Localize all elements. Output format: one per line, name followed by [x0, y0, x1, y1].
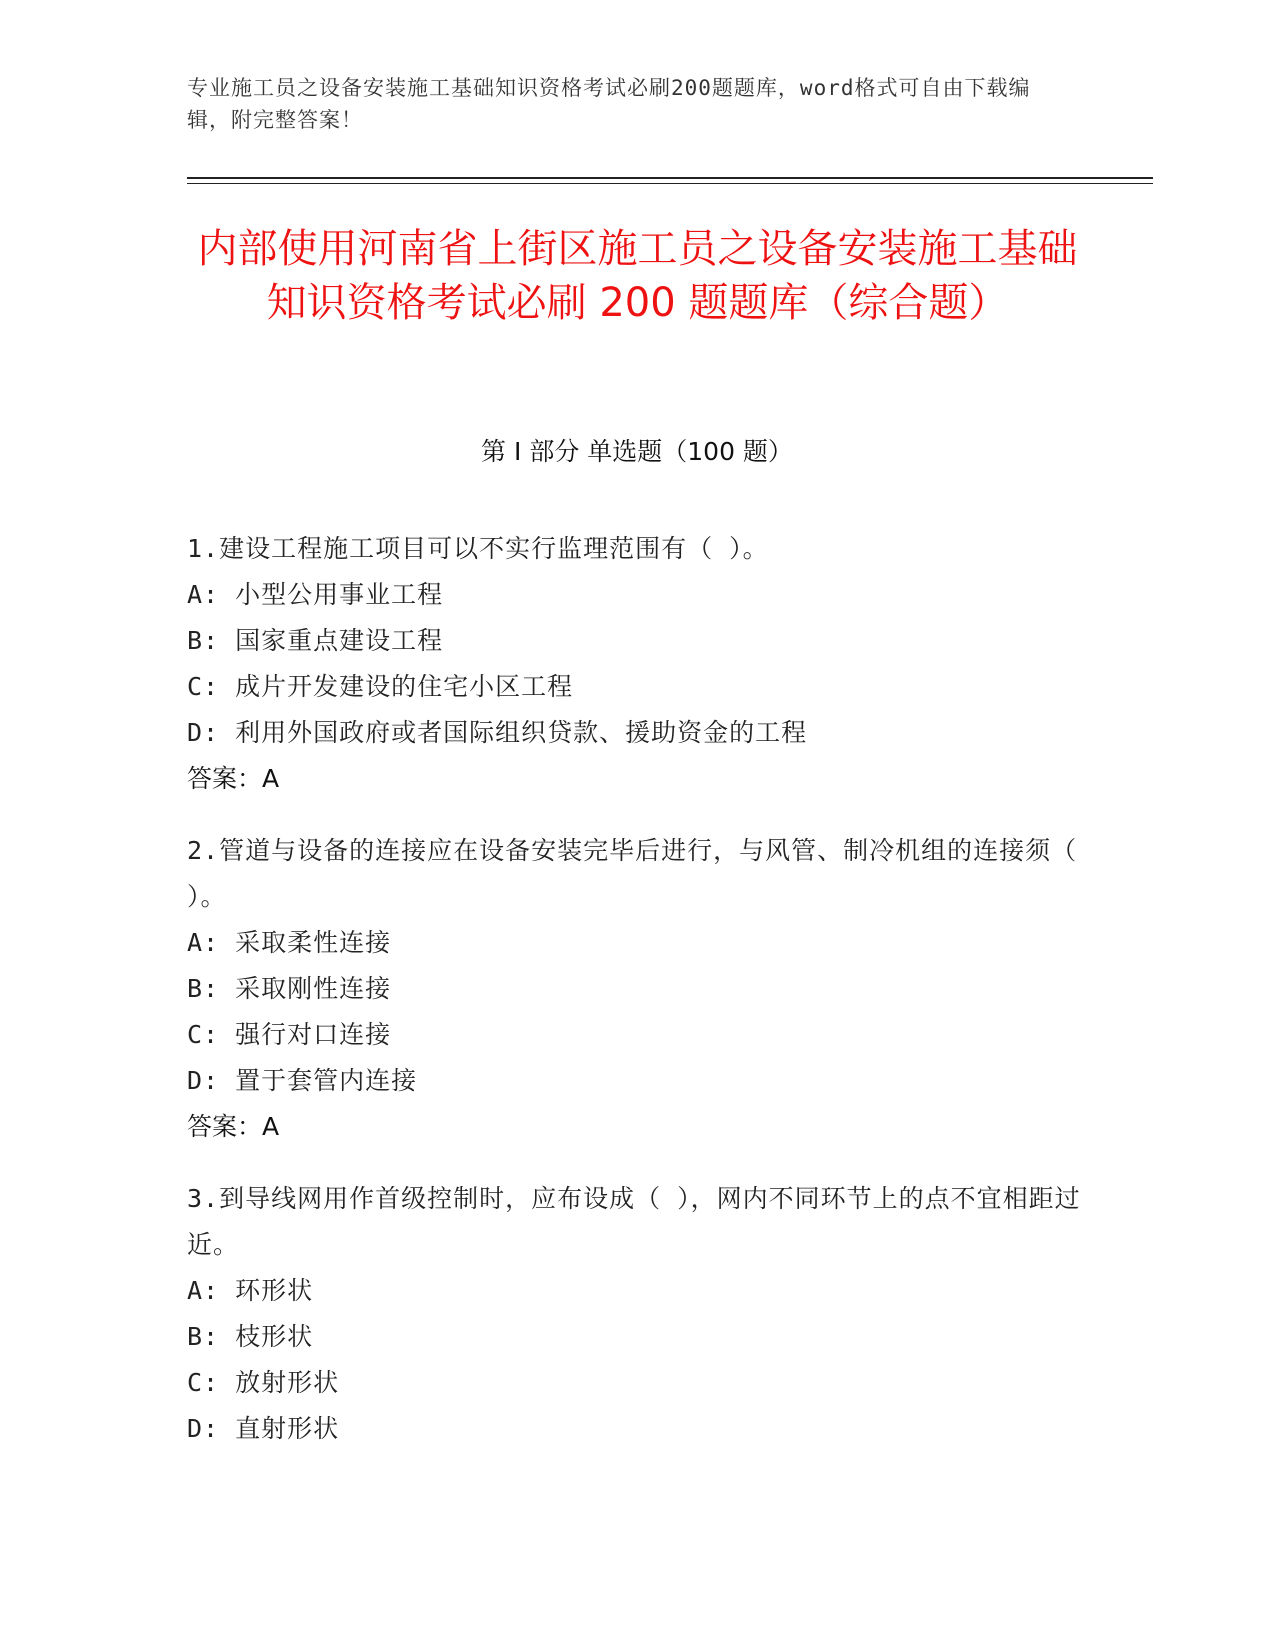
document-header: 专业施工员之设备安装施工基础知识资格考试必刷200题题库，word格式可自由下载编辑，附完整答案！: [187, 76, 1031, 132]
question-1: [187, 526, 1087, 802]
question-3: [187, 1176, 1087, 1452]
question-list: [187, 526, 1087, 1478]
question-stem: 2.管道与设备的连接应在设备安装完毕后进行，与风管、制冷机组的连接须（ ）。: [187, 836, 1078, 911]
document-title: 内部使用河南省上街区施工员之设备安装施工基础知识资格考试必刷 200 题题库（综合题）: [197, 226, 1078, 326]
question-option-d: D: 直射形状: [187, 1414, 340, 1443]
question-answer: 答案：A: [187, 764, 280, 793]
question-option-c: C: 强行对口连接: [187, 1020, 392, 1049]
question-option-b: B: 采取刚性连接: [187, 974, 392, 1003]
question-option-c: C: 成片开发建设的住宅小区工程: [187, 672, 574, 701]
question-option-a: A: 采取柔性连接: [187, 928, 392, 957]
question-option-c: C: 放射形状: [187, 1368, 340, 1397]
question-answer: 答案：A: [187, 1112, 280, 1141]
section-heading: 第 I 部分 单选题（100 题）: [481, 437, 793, 466]
question-2: [187, 828, 1087, 1150]
header-divider-thin: [187, 183, 1153, 184]
header-divider-thick: [187, 177, 1153, 179]
question-option-d: D: 置于套管内连接: [187, 1066, 418, 1095]
question-option-a: A: 环形状: [187, 1276, 314, 1305]
question-stem: 1.建设工程施工项目可以不实行监理范围有（ ）。: [187, 534, 769, 563]
question-option-b: B: 国家重点建设工程: [187, 626, 444, 655]
question-stem: 3.到导线网用作首级控制时，应布设成（ ），网内不同环节上的点不宜相距过近。: [187, 1184, 1081, 1259]
question-option-a: A: 小型公用事业工程: [187, 580, 444, 609]
question-option-d: D: 利用外国政府或者国际组织贷款、援助资金的工程: [187, 718, 808, 747]
question-option-b: B: 枝形状: [187, 1322, 314, 1351]
